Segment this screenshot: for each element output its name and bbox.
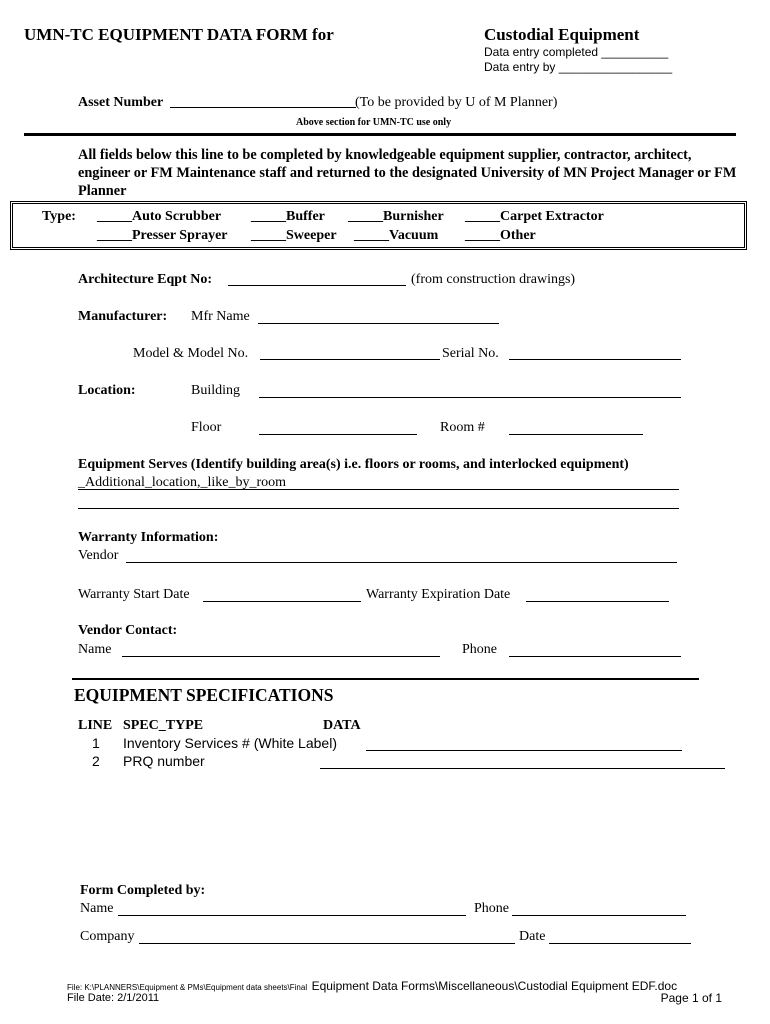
mfr-name-field[interactable] [258, 309, 499, 324]
completed-name-label: Name [80, 901, 114, 916]
building-label: Building [191, 383, 241, 398]
contact-name-label: Name [78, 642, 112, 657]
spec-line-number: 1 [92, 735, 100, 751]
location-label: Location: [78, 383, 136, 398]
asset-number-note: (To be provided by U of M Planner) [355, 95, 558, 110]
type-option-sweeper[interactable]: _____Sweeper [251, 228, 337, 243]
divider [72, 678, 699, 680]
type-option-presser-sprayer[interactable]: _____Presser Sprayer [97, 228, 228, 243]
type-option-buffer[interactable]: _____Buffer [251, 209, 325, 224]
type-option-vacuum[interactable]: _____Vacuum [354, 228, 439, 243]
spec-data-field[interactable] [366, 736, 682, 751]
instructions-text: All fields below this line to be completed by knowledgeable equipment supplier, contractor, architect, engineer or FM Maintenance staff and returned to the designated University of MN Project Manager or FM Planner [78, 147, 737, 199]
room-label: Room # [440, 420, 485, 435]
spec-line-number: 2 [92, 753, 100, 769]
specs-title: EQUIPMENT SPECIFICATIONS [74, 685, 334, 705]
specs-col-type: SPEC_TYPE [123, 718, 204, 733]
specs-col-line: LINE [78, 718, 113, 733]
type-option-burnisher[interactable]: _____Burnisher [348, 209, 444, 224]
company-label: Company [80, 929, 135, 944]
architecture-field[interactable] [228, 272, 406, 286]
spec-type: PRQ number [123, 753, 205, 769]
completed-by-label: Form Completed by: [80, 883, 206, 898]
manufacturer-label: Manufacturer: [78, 309, 168, 324]
contact-name-field[interactable] [122, 642, 440, 657]
contact-phone-label: Phone [462, 642, 497, 657]
asset-number-label: Asset Number [78, 95, 164, 110]
company-field[interactable] [139, 929, 515, 944]
divider [24, 133, 736, 136]
asset-number-field[interactable] [170, 95, 356, 108]
data-entry-completed[interactable]: Data entry completed __________ [484, 45, 669, 59]
serves-value[interactable]: _Additional_location,_like_by_room [78, 475, 287, 490]
completed-name-field[interactable] [118, 901, 466, 916]
specs-col-data: DATA [323, 718, 361, 733]
warranty-start-field[interactable] [203, 587, 361, 602]
warranty-expiration-field[interactable] [526, 587, 669, 602]
form-title: UMN-TC EQUIPMENT DATA FORM for [24, 25, 334, 44]
building-field[interactable] [259, 383, 681, 398]
vendor-label: Vendor [78, 548, 119, 563]
date-field[interactable] [549, 929, 691, 944]
architecture-label: Architecture Eqpt No: [78, 272, 213, 287]
type-option-carpet-extractor[interactable]: _____Carpet Extractor [465, 209, 604, 224]
serves-label: Equipment Serves (Identify building area(s) i.e. floors or rooms, and interlocked equipment) [78, 457, 629, 472]
warranty-label: Warranty Information: [78, 530, 219, 545]
spec-data-field[interactable] [320, 754, 725, 769]
model-field[interactable] [260, 346, 440, 360]
completed-phone-label: Phone [474, 901, 509, 916]
warranty-expiration-label: Warranty Expiration Date [366, 587, 511, 602]
vendor-contact-label: Vendor Contact: [78, 623, 178, 638]
footer-file-path: File: K:\PLANNERS\Equipment & PMs\Equipment data sheets\Final Equipment Data Forms\Miscellaneous\Custodial Equipment EDF.doc [67, 979, 678, 993]
data-entry-by[interactable]: Data entry by _________________ [484, 60, 673, 74]
contact-phone-field[interactable] [509, 642, 681, 657]
type-option-other[interactable]: _____Other [465, 228, 536, 243]
completed-phone-field[interactable] [512, 901, 686, 916]
type-label: Type: [42, 209, 76, 224]
footer-file-date: File Date: 2/1/2011 [67, 992, 160, 1004]
floor-field[interactable] [259, 420, 417, 435]
vendor-field[interactable] [126, 548, 677, 563]
warranty-start-label: Warranty Start Date [78, 587, 190, 602]
serial-field[interactable] [509, 346, 681, 360]
serial-label: Serial No. [442, 346, 499, 361]
form-subtitle: Custodial Equipment [484, 25, 640, 44]
use-only-note: Above section for UMN-TC use only [296, 117, 452, 128]
spec-type: Inventory Services # (White Label) [123, 735, 337, 751]
date-label: Date [519, 929, 546, 944]
model-label: Model & Model No. [133, 346, 249, 361]
floor-label: Floor [191, 420, 222, 435]
room-field[interactable] [509, 420, 643, 435]
footer-page-number: Page 1 of 1 [660, 991, 722, 1005]
architecture-note: (from construction drawings) [411, 272, 576, 287]
type-option-auto-scrubber[interactable]: _____Auto Scrubber [97, 209, 222, 224]
serves-field-2[interactable] [78, 494, 679, 509]
mfr-name-label: Mfr Name [191, 309, 250, 324]
